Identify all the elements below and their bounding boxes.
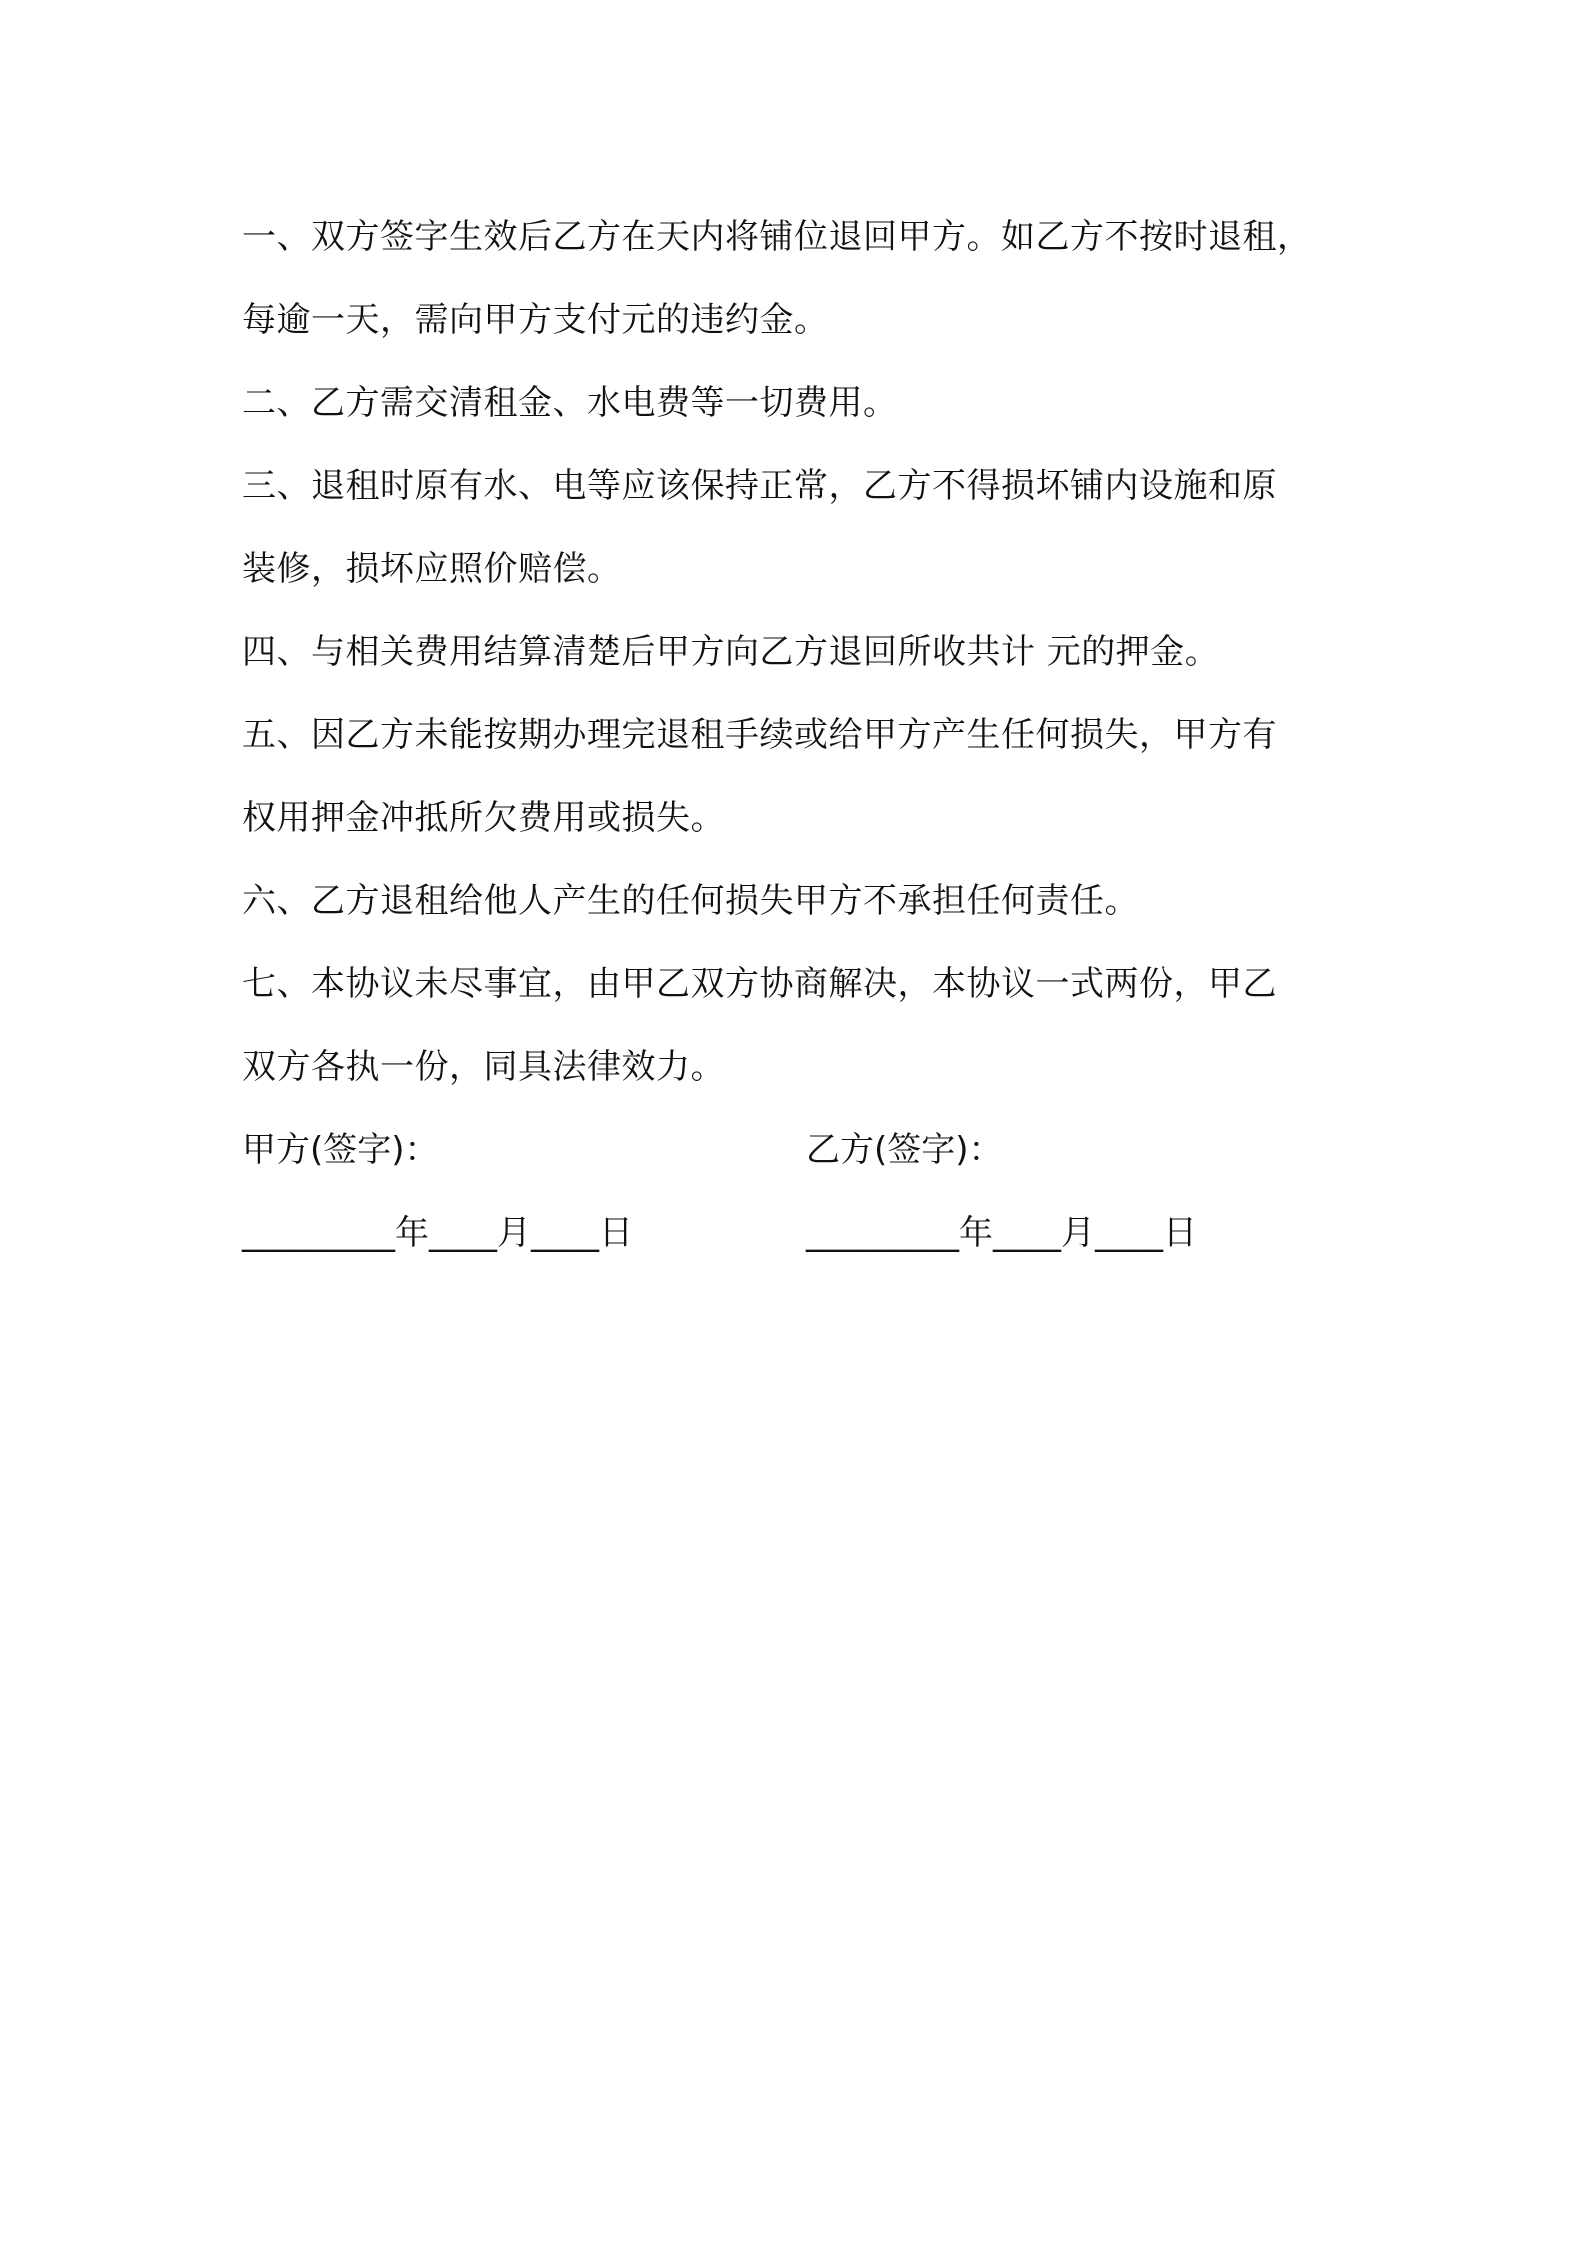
signature-dates-row bbox=[242, 1192, 1362, 1275]
party-a-date-field: _________年____月____日 bbox=[242, 1213, 633, 1253]
clause-6: 六、乙方退租给他人产生的任何损失甲方不承担任何责任。 bbox=[242, 881, 1139, 921]
signature-labels-row bbox=[242, 1109, 1362, 1192]
clause-3-line-1: 三、退租时原有水、电等应该保持正常，乙方不得损坏铺内设施和原 bbox=[242, 466, 1277, 506]
party-b-date-field: _________年____月____日 bbox=[806, 1213, 1197, 1253]
clause-7-line-1: 七、本协议未尽事宜，由甲乙双方协商解决，本协议一式两份，甲乙 bbox=[242, 964, 1277, 1004]
document-body bbox=[242, 196, 1362, 1275]
clause-2: 二、乙方需交清租金、水电费等一切费用。 bbox=[242, 383, 898, 423]
clause-5-line-2: 权用押金冲抵所欠费用或损失。 bbox=[242, 798, 725, 838]
clause-7-line-2: 双方各执一份，同具法律效力。 bbox=[242, 1047, 725, 1087]
clause-3-line-2: 装修，损坏应照价赔偿。 bbox=[242, 549, 622, 589]
party-a-signature-label: 甲方(签字)： bbox=[242, 1130, 439, 1170]
clause-5-line-1: 五、因乙方未能按期办理完退租手续或给甲方产生任何损失，甲方有 bbox=[242, 715, 1277, 755]
clause-4: 四、与相关费用结算清楚后甲方向乙方退回所收共计 元的押金。 bbox=[242, 632, 1220, 672]
party-b-signature-label: 乙方(签字)： bbox=[806, 1130, 1003, 1170]
clause-1-line-2: 每逾一天，需向甲方支付元的违约金。 bbox=[242, 300, 829, 340]
clause-1-line-1: 一、双方签字生效后乙方在天内将铺位退回甲方。如乙方不按时退租， bbox=[242, 217, 1312, 257]
